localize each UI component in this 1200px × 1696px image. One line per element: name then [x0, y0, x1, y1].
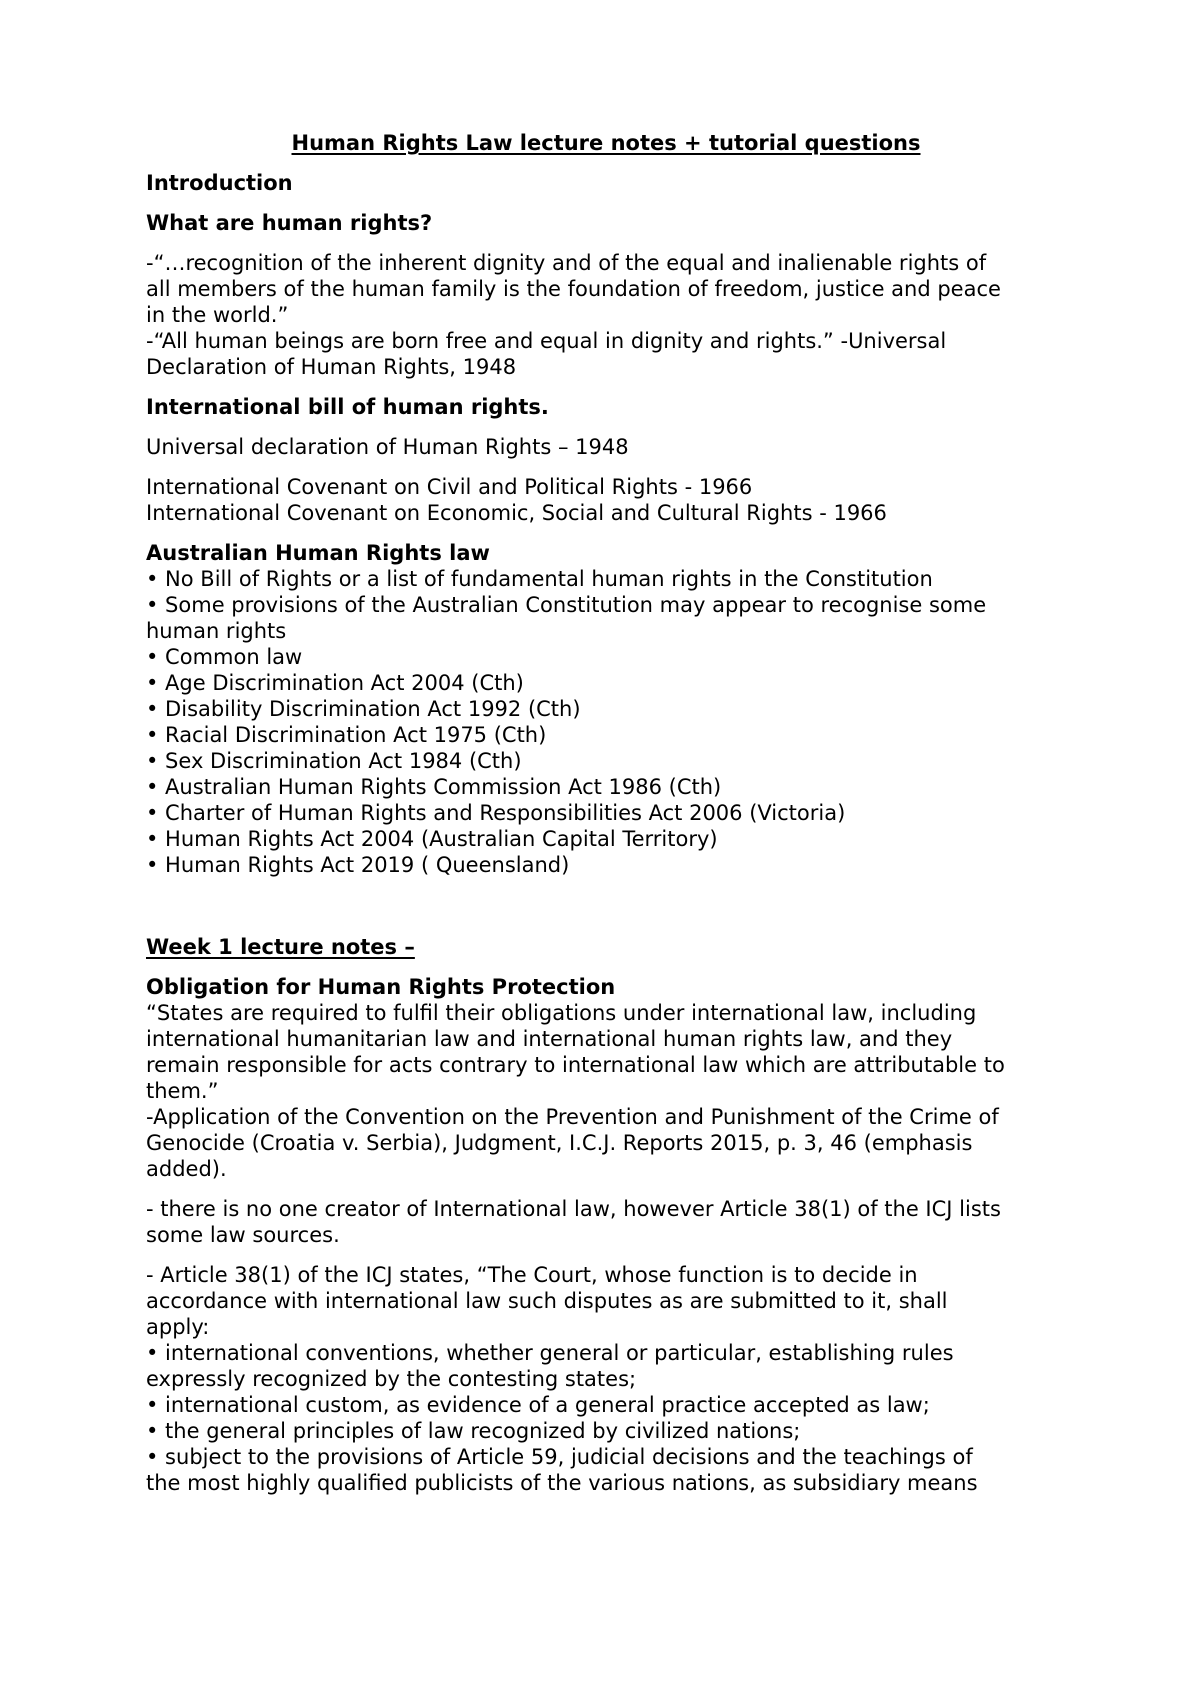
list-item: • Some provisions of the Australian Constitution may appear to recognise some	[146, 593, 987, 617]
article-38-paragraph	[146, 1262, 1066, 1496]
covenant-line: International Covenant on Economic, Social and Cultural Rights - 1966	[146, 501, 887, 525]
week1-heading: Week 1 lecture notes –	[146, 935, 415, 959]
text-line: - Article 38(1) of the ICJ states, “The Court, whose function is to decide in	[146, 1263, 918, 1287]
text-line: added).	[146, 1157, 227, 1181]
list-item: • No Bill of Rights or a list of fundamental human rights in the Constitution	[146, 567, 933, 591]
text-line: some law sources.	[146, 1223, 340, 1247]
list-item: • Charter of Human Rights and Responsibilities Act 2006 (Victoria)	[146, 801, 846, 825]
udhr-line: Universal declaration of Human Rights – 1948	[146, 435, 629, 459]
intro-heading: Introduction	[146, 171, 293, 195]
text-line: remain responsible for acts contrary to international law which are attributable to	[146, 1053, 1005, 1077]
list-item: • Human Rights Act 2004 (Australian Capital Territory)	[146, 827, 718, 851]
paragraph	[146, 1196, 1066, 1248]
text-line: the most highly qualified publicists of the various nations, as subsidiary means	[146, 1471, 978, 1495]
text-line: - there is no one creator of International law, however Article 38(1) of the ICJ lists	[146, 1197, 1001, 1221]
australia-list	[146, 566, 1066, 878]
document-content	[146, 130, 1066, 1496]
text-line: apply:	[146, 1315, 210, 1339]
text-line: Declaration of Human Rights, 1948	[146, 355, 517, 379]
text-line: accordance with international law such disputes as are submitted to it, shall	[146, 1289, 948, 1313]
document-title: Human Rights Law lecture notes + tutorial questions	[291, 131, 921, 155]
question-heading: What are human rights?	[146, 211, 433, 235]
text-line: international humanitarian law and international human rights law, and they	[146, 1027, 953, 1051]
list-item: • international conventions, whether general or particular, establishing rules	[146, 1341, 954, 1365]
udhr-preamble-quote	[146, 250, 1066, 380]
list-item: human rights	[146, 619, 287, 643]
text-line: them.”	[146, 1079, 219, 1103]
text-line: -“All human beings are born free and equal in dignity and rights.” -Universal	[146, 329, 947, 353]
australia-heading: Australian Human Rights law	[146, 541, 490, 565]
covenant-line: International Covenant on Civil and Political Rights - 1966	[146, 475, 753, 499]
list-item: • Human Rights Act 2019 ( Queensland)	[146, 853, 570, 877]
list-item: • Age Discrimination Act 2004 (Cth)	[146, 671, 524, 695]
list-item: • Sex Discrimination Act 1984 (Cth)	[146, 749, 522, 773]
list-item: • Racial Discrimination Act 1975 (Cth)	[146, 723, 547, 747]
text-line: -Application of the Convention on the Prevention and Punishment of the Crime of	[146, 1105, 999, 1129]
list-item: • subject to the provisions of Article 59, judicial decisions and the teachings of	[146, 1445, 973, 1469]
list-item: • Disability Discrimination Act 1992 (Cth)	[146, 697, 581, 721]
list-item: • international custom, as evidence of a general practice accepted as law;	[146, 1393, 930, 1417]
text-line: -“…recognition of the inherent dignity and of the equal and inalienable rights of	[146, 251, 987, 275]
text-line: all members of the human family is the foundation of freedom, justice and peace	[146, 277, 1001, 301]
text-line: “States are required to fulfil their obligations under international law, including	[146, 1001, 977, 1025]
text-line: in the world.”	[146, 303, 289, 327]
obligation-heading: Obligation for Human Rights Protection	[146, 975, 616, 999]
icj-quote	[146, 1000, 1066, 1182]
text-line: expressly recognized by the contesting states;	[146, 1367, 637, 1391]
list-item: • the general principles of law recognized by civilized nations;	[146, 1419, 801, 1443]
bill-heading: International bill of human rights.	[146, 395, 549, 419]
text-line: Genocide (Croatia v. Serbia), Judgment, I.C.J. Reports 2015, p. 3, 46 (emphasis	[146, 1131, 973, 1155]
list-item: • Australian Human Rights Commission Act 1986 (Cth)	[146, 775, 722, 799]
list-item: • Common law	[146, 645, 303, 669]
